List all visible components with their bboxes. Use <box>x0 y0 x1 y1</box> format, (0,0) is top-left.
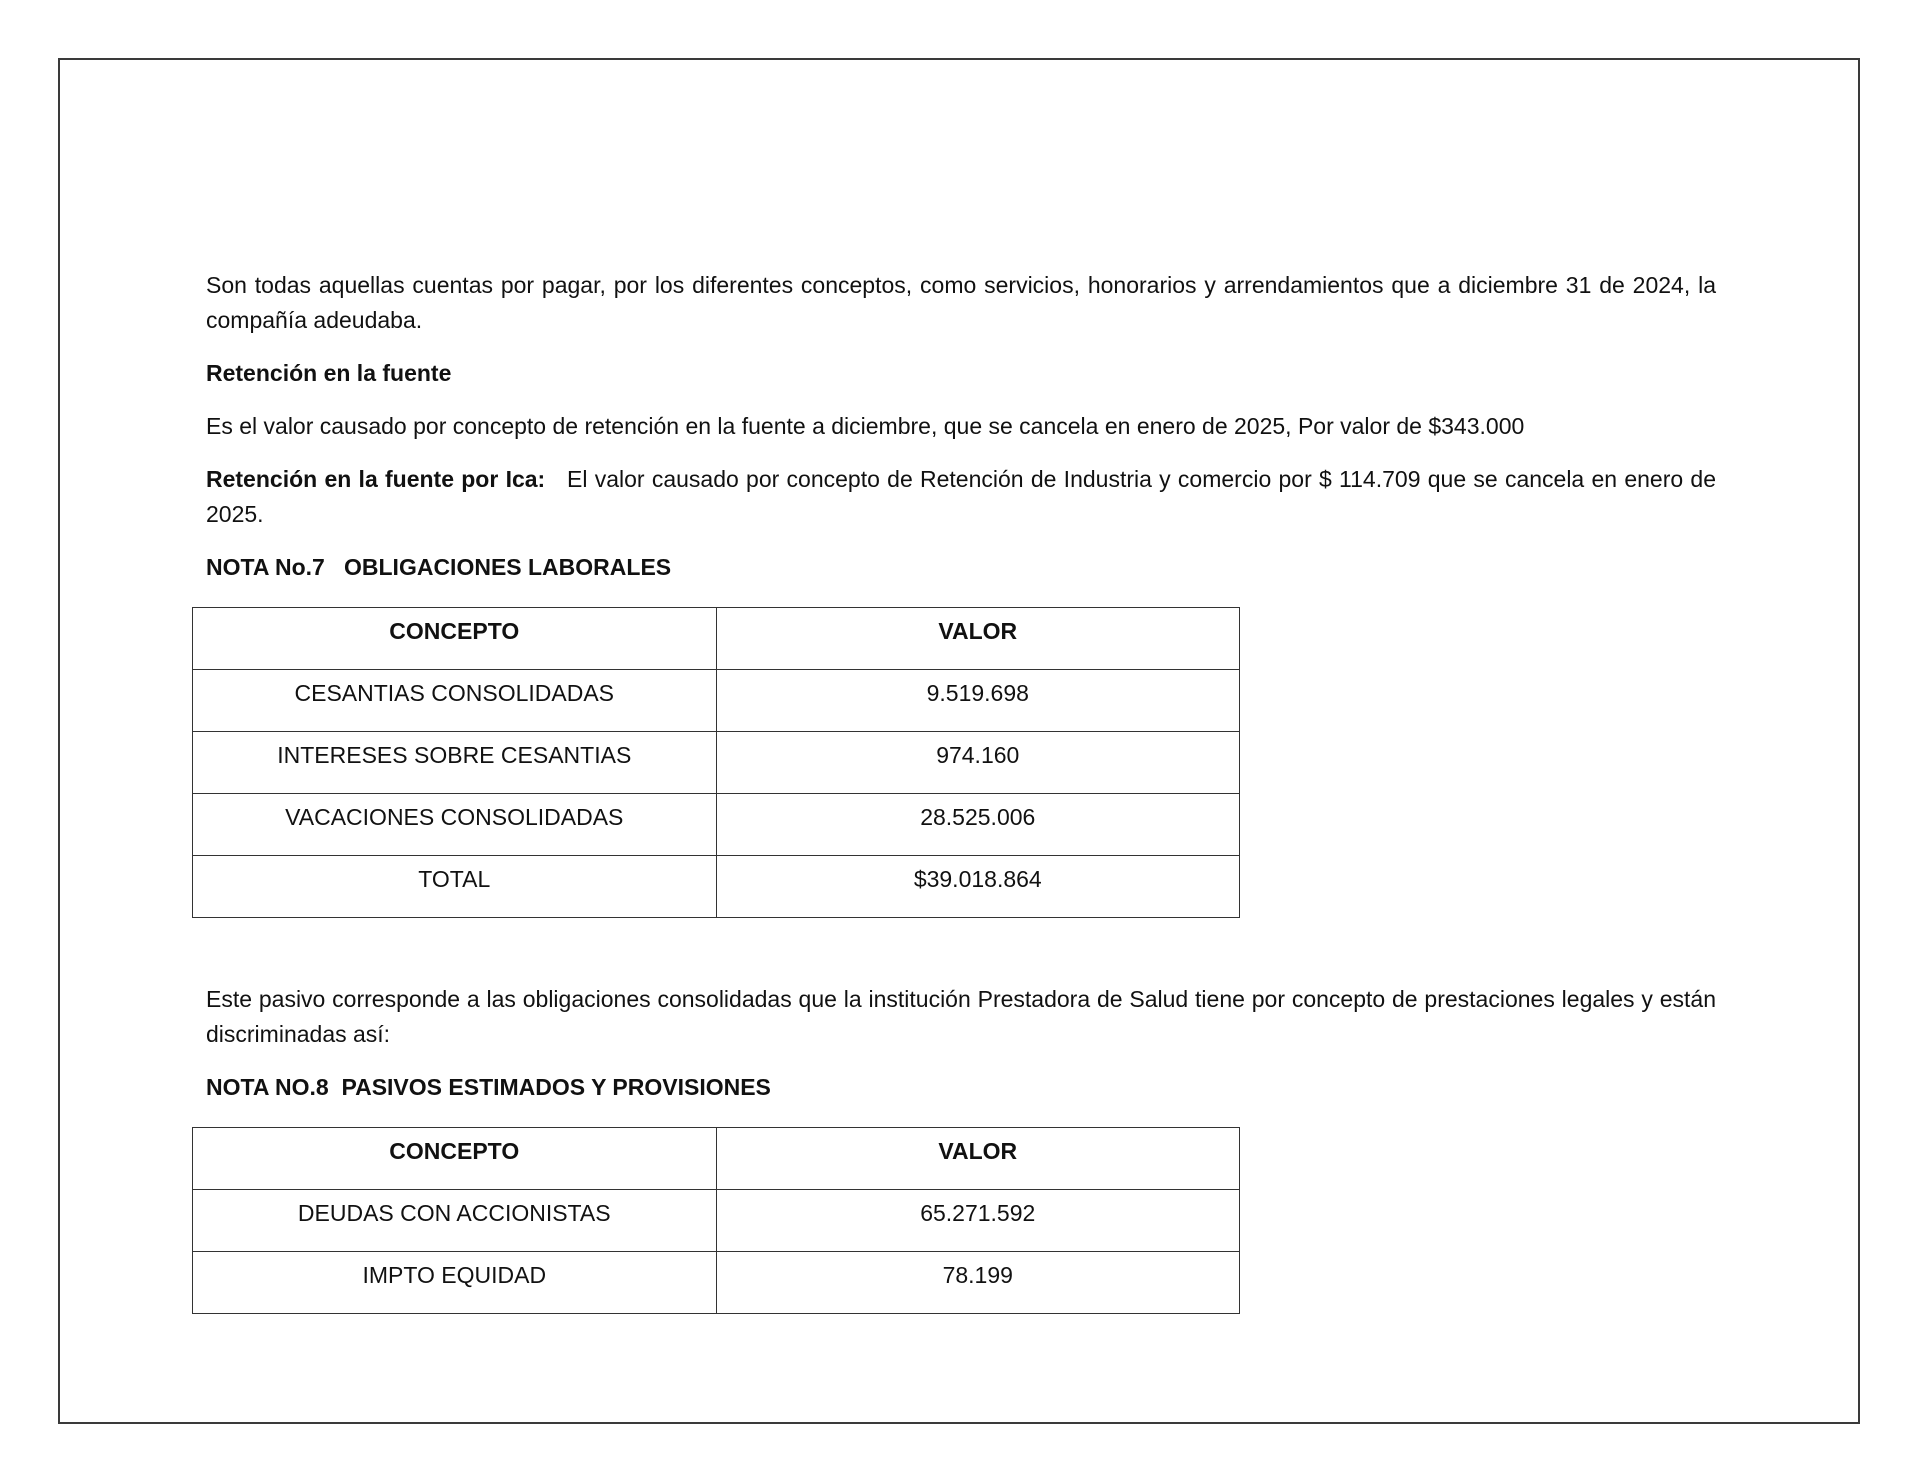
cell-concepto: INTERESES SOBRE CESANTIAS <box>193 732 717 794</box>
cell-valor: 974.160 <box>716 732 1239 794</box>
column-header-valor: VALOR <box>716 1128 1239 1190</box>
cell-concepto: VACACIONES CONSOLIDADAS <box>193 794 717 856</box>
cell-total-value: $39.018.864 <box>716 856 1239 918</box>
nota7-heading: NOTA No.7 OBLIGACIONES LABORALES <box>206 554 672 580</box>
table-row <box>193 1252 1240 1314</box>
cell-valor: 78.199 <box>716 1252 1239 1314</box>
cell-valor: 9.519.698 <box>716 670 1239 732</box>
cell-concepto: IMPTO EQUIDAD <box>193 1252 717 1314</box>
table-row <box>193 1190 1240 1252</box>
column-header-concepto: CONCEPTO <box>193 1128 717 1190</box>
table-row <box>193 732 1240 794</box>
intro-paragraph: Son todas aquellas cuentas por pagar, por los diferentes conceptos, como servicios, honorarios y arrendamientos que a diciembre 31 de 2024, la compañía adeudaba. <box>206 272 1716 333</box>
document-content <box>206 268 1716 1314</box>
nota8-table <box>192 1127 1240 1314</box>
cell-concepto: CESANTIAS CONSOLIDADAS <box>193 670 717 732</box>
table-row <box>193 794 1240 856</box>
cell-concepto: DEUDAS CON ACCIONISTAS <box>193 1190 717 1252</box>
table-header-row <box>193 608 1240 670</box>
retencion-fuente-heading: Retención en la fuente <box>206 360 452 386</box>
cell-total-label: TOTAL <box>193 856 717 918</box>
retencion-ica-paragraph <box>206 462 1716 532</box>
table-header-row <box>193 1128 1240 1190</box>
table-total-row <box>193 856 1240 918</box>
column-header-valor: VALOR <box>716 608 1239 670</box>
table-row <box>193 670 1240 732</box>
cell-valor: 28.525.006 <box>716 794 1239 856</box>
nota7-table <box>192 607 1240 918</box>
column-header-concepto: CONCEPTO <box>193 608 717 670</box>
retencion-fuente-paragraph: Es el valor causado por concepto de retención en la fuente a diciembre, que se cancela en enero de 2025, Por valor de $343.000 <box>206 413 1525 439</box>
retencion-ica-label: Retención en la fuente por Ica: <box>206 466 546 492</box>
retencion-ica-text: El valor causado por concepto de Retención de Industria y comercio por $ 114.709 que se cancela en enero de 2025. <box>206 466 1716 527</box>
nota7-footer-paragraph: Este pasivo corresponde a las obligaciones consolidadas que la institución Prestadora de Salud tiene por concepto de prestaciones legales y están discriminadas así: <box>206 986 1716 1047</box>
cell-valor: 65.271.592 <box>716 1190 1239 1252</box>
nota8-heading: NOTA NO.8 PASIVOS ESTIMADOS Y PROVISIONES <box>206 1074 771 1100</box>
